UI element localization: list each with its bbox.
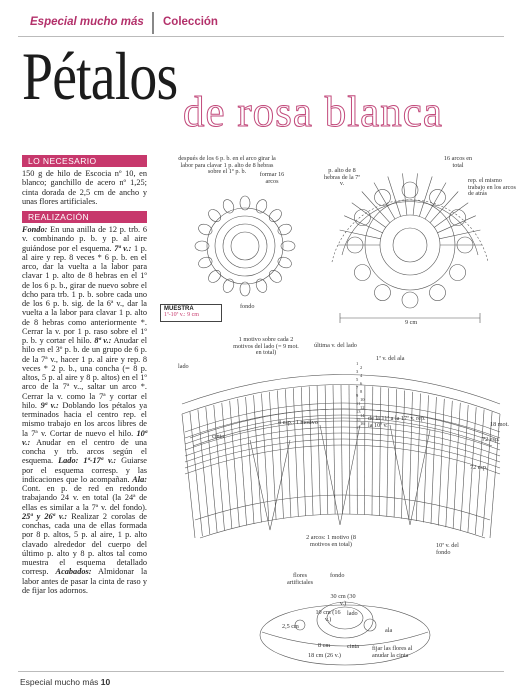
base-petal	[450, 265, 466, 281]
v1-17-text: Guiarse por el esquema corresp. y las indicaciones que lo acompañan.	[22, 456, 147, 484]
label-arcos16: 16 arcos en total	[443, 155, 473, 169]
arc-spoke	[374, 183, 395, 219]
label-lado: lado	[178, 363, 189, 370]
base-petal	[402, 292, 418, 308]
petal-shape	[276, 255, 293, 270]
petal-shape	[254, 277, 269, 294]
fan-row	[185, 445, 500, 474]
label-rep-mismo: rep. el mismo trabajo en los arcos de atrás	[468, 177, 516, 198]
v10-label: 10ª v.:	[22, 428, 147, 447]
label-fijar: fijar las flores al anudar la cinta	[372, 645, 413, 659]
lo-necesario-text: 150 g de hilo de Escocia nº 10, en blanco; ganchillo de acero nº 1,25; cinta dorada de 2,5 cm de ancho y unas flores artificiales.	[22, 169, 147, 206]
base-petal	[375, 285, 391, 301]
row-tick: 16	[360, 421, 365, 426]
row-tick: 15	[356, 417, 361, 422]
muestra-text: 1ª-10ª v.: 9 cm	[164, 312, 199, 318]
row-tick: 13	[356, 409, 361, 414]
base-petal	[430, 285, 446, 301]
fan-line	[301, 387, 305, 516]
label-72esp-b: 72 esp.	[470, 464, 488, 471]
row-tick: 3	[356, 369, 359, 374]
row-tick: 4	[360, 373, 363, 378]
lado-label: Lado:	[58, 456, 79, 466]
fan-line	[198, 410, 210, 535]
label-25cm: 2,5 cm	[282, 623, 299, 630]
footer-rule	[18, 671, 504, 672]
label-cinta2: cinta	[347, 643, 360, 650]
ala-text: Cont. en p. de red en redondo trabajando 24 v. en total (la 24ª de ellas es similar a la 7ª v. del fondo).	[22, 484, 147, 512]
v8-label: 8ª v.:	[94, 336, 112, 345]
row-tick: 6	[360, 381, 363, 386]
v8-text: Anudar el hilo en el 3º p. b. de un grupo de 6 p. de la 7ª v., hacer 1 p. al aire y rep. 8 veces * 2 p. b., una concha (= 8 p. altos, 5 p. al aire y 8 p. altos) en el 1º arco de la 7ª v.., saltar un arco *. Cerrar la v. como la 7ª y cortar el hilo.	[22, 336, 147, 410]
fan-line	[309, 386, 313, 515]
petal-shape	[276, 222, 293, 237]
label-despues: después de los 6 p. b. en el arco girar la labor para clavar 1 p. alto de 8 hebras sobre el 1º p. b.	[178, 155, 276, 176]
fan-line	[182, 414, 195, 538]
arc-spoke	[419, 177, 432, 217]
petal-shape	[197, 222, 214, 237]
page-subtitle: de rosa blanca	[183, 89, 443, 136]
fan-line	[490, 414, 500, 538]
arc-spoke	[344, 216, 382, 233]
row-tick: 8	[360, 389, 363, 394]
petal-shape	[267, 268, 284, 285]
v9-label: 9ª v.:	[40, 400, 59, 410]
v7-label: 7ª v.:	[114, 243, 132, 253]
v7-text: 1 p. al aire y rep. 8 veces * 6 p. b. en el arco, dar la vuelta a la labor para clavar 1 p. alto de 8 hebras en el 1º de los 6 p. b., girar de nuevo sobre el dcho para trb. 1 p. b. sobre cada uno de los 6 p. b. sig. de la 6ª v., dar la vuelta a la labor para clavar 1 p. alto de 8 hebras como anteriormente *. Cerrar la v. por 1 p. raso sobre el 1º p. b. y cortar el hilo.	[22, 243, 147, 345]
label-de11: de la 11ª a la 17ª v. rep. la 10ª v.	[368, 415, 426, 429]
fan-line	[317, 386, 320, 515]
magazine-section: Especial mucho más	[30, 16, 144, 28]
fan-row	[185, 415, 500, 444]
label-18mot: 18 mot.	[490, 421, 509, 428]
fan-line	[325, 385, 328, 514]
footer-text: Especial mucho más	[20, 677, 99, 687]
row-tick: 12	[360, 405, 365, 410]
lo-necesario-heading: LO NECESARIO	[22, 155, 147, 167]
label-fondo: fondo	[240, 303, 255, 310]
label-10cm: 10 cm (16 v.)	[315, 609, 341, 623]
fondo-label: Fondo:	[22, 225, 48, 234]
fan-line	[483, 412, 493, 536]
brim-fan-diagram	[182, 375, 500, 539]
round-base-diagram	[332, 173, 488, 323]
arc-spoke	[439, 230, 480, 239]
v25-26-text: Realizar 2 corolas de conchas, cada una de ellas formada por 8 p. altos, 5 p. al aire, 1 p. alto clavado alrededor del cuerpo del último p. alto y 8 p. altos tal como muestra el esquema detallado corresp.	[22, 511, 147, 577]
base-petal	[354, 210, 370, 226]
arc-spoke	[340, 230, 381, 239]
row-tick: 14	[360, 413, 365, 418]
label-2arcos: 2 arcos: 1 motivo (8 motivos en total)	[306, 534, 356, 548]
fan-line	[341, 385, 343, 514]
petal-shape	[254, 198, 269, 215]
acabados-text: Almidonar la labor antes de pasar la cinta de raso y de fijar los adornos.	[22, 567, 147, 595]
row-tick: 2	[360, 365, 363, 370]
fan-line	[475, 410, 484, 535]
label-ultima: última v. del lado	[314, 342, 357, 349]
realizacion-heading: REALIZACIÓN	[22, 211, 147, 223]
ala-label: Ala:	[132, 474, 147, 484]
label-formar: formar 16 arcos	[259, 171, 285, 185]
v9-text: Doblando los pétalos ya terminados hacia el centro rep. el mismo trabajo en los arcos libres de la 7ª v. Cortar de nuevo el hilo.	[22, 400, 147, 438]
page-footer	[20, 677, 110, 687]
label-flores: flores artificiales	[286, 572, 314, 586]
label-4esp: 4 esp.: 1 motivo	[278, 419, 318, 426]
row-tick: 7	[356, 385, 359, 390]
label-lado2: lado	[347, 610, 358, 617]
arc-spoke	[388, 177, 401, 217]
arc-spoke	[425, 183, 446, 219]
flower-motif-diagram	[195, 196, 295, 296]
row-tick: 9	[356, 393, 359, 398]
label-8cm: 8 cm	[318, 642, 331, 649]
base-petal	[450, 210, 466, 226]
muestra-title: MUESTRA	[164, 306, 194, 312]
fan-row	[185, 403, 500, 432]
label-9cm: 9 cm	[405, 319, 418, 326]
fan-line	[230, 401, 240, 527]
base-petal	[354, 265, 370, 281]
label-v10-fondo: 10ª v. del fondo	[436, 542, 459, 556]
label-30cm: 30 cm (30 v.)	[330, 593, 356, 607]
label-72esp-a: 72 esp.	[482, 436, 500, 443]
petal-shape	[267, 207, 284, 224]
page-number: 10	[100, 677, 111, 687]
label-18cm: 18 cm (26 v.)	[308, 652, 341, 659]
fan-line	[190, 412, 203, 536]
fan-line	[222, 403, 232, 529]
petal-shape	[206, 268, 223, 285]
v1-17-label: 1ª-17ª v.:	[83, 456, 117, 466]
label-primera-ala: 1ª v. del ala	[376, 355, 405, 362]
label-cinta: cinta	[212, 433, 225, 440]
row-tick: 5	[356, 377, 359, 382]
label-palto: p. alto de 8 hebras de la 7ª v.	[324, 167, 360, 188]
petal-shape	[197, 255, 214, 270]
petal-shape	[221, 277, 236, 294]
v10-text: Anudar en el centro de una concha y trb. arcos según el esquema.	[22, 437, 147, 466]
row-tick: 17	[356, 425, 361, 430]
muestra-box	[160, 304, 222, 322]
row-tick: 10	[360, 397, 365, 402]
row-tick: 1	[356, 361, 359, 366]
petal-shape	[206, 207, 223, 224]
label-fondo2: fondo	[330, 572, 345, 579]
page-title: Pétalos	[22, 38, 178, 114]
fondo-text: En una anilla de 12 p. trb. 6 v. combinando p. b. y p. al aire guiándose por el esquema.	[22, 225, 147, 253]
label-ala: ala	[385, 627, 393, 634]
row-tick: 11	[356, 401, 361, 406]
fan-row	[185, 421, 500, 450]
acabados-label: Acabados:	[55, 567, 92, 577]
magazine-category: Colección	[163, 16, 218, 28]
label-motivo: 1 motivo sobre cada 2 motivos del lado (= 9 mot. en total)	[233, 336, 299, 357]
petal-shape	[221, 198, 236, 215]
arc-spoke	[437, 216, 475, 233]
v25-26-label: 25ª y 26ª v.:	[22, 511, 68, 521]
